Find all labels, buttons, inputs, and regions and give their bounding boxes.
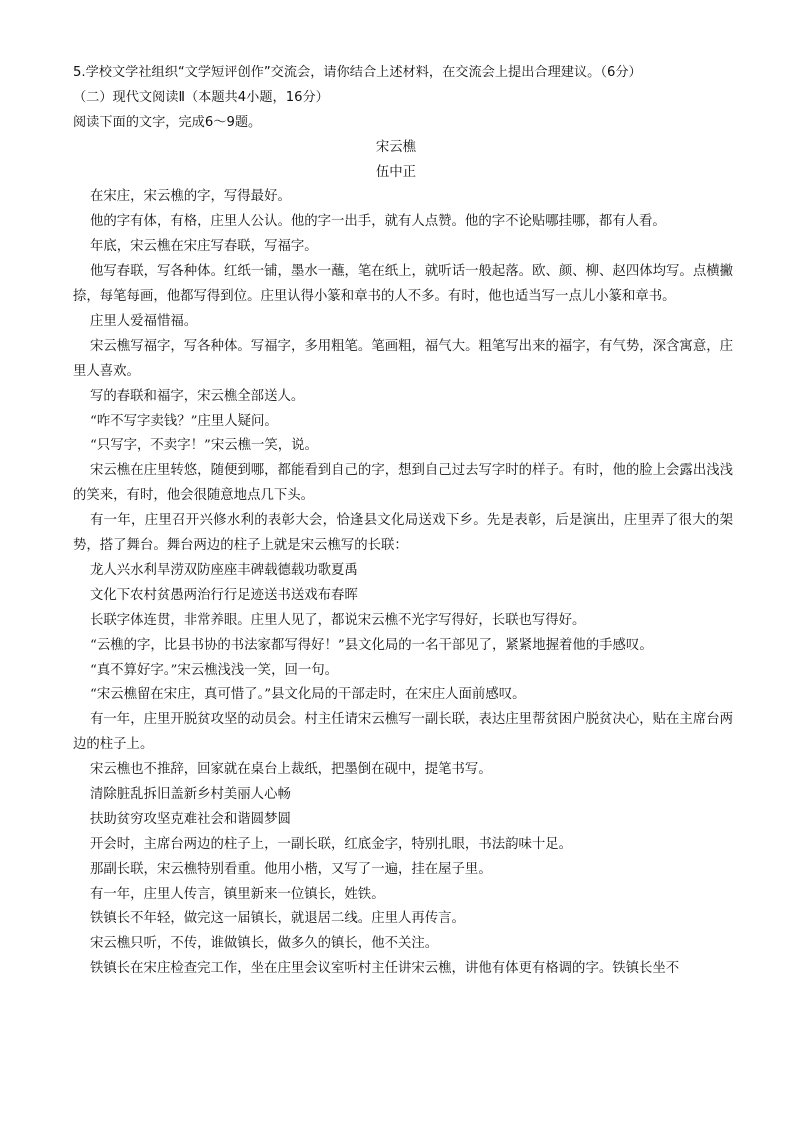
paragraph: 长联字体连贯，非常养眼。庄里人见了，都说宋云樵不光字写得好，长联也写得好。	[90, 612, 586, 628]
paragraph: “宋云樵留在宋庄，真可惜了。”县文化局的干部走时，在宋庄人面前感叹。	[90, 687, 526, 703]
section-title: （二）现代文阅读Ⅱ（本题共4小题，16分）	[73, 89, 329, 105]
couplet-line: 文化下农村贫愚两治行行足迹送书送戏布春晖	[90, 587, 358, 603]
article-author: 伍中正	[375, 164, 417, 180]
article-body	[73, 185, 733, 982]
paragraph: 有一年，庄里召开兴修水利的表彰大会，恰逢县文化局送戏下乡。先是表彰，后是演出，庄里弄了很大的架势，搭了舞台。舞台两边的柱子上就是宋云樵写的长联：	[73, 513, 733, 554]
paragraph: 宋云樵也不推辞，回家就在桌台上裁纸，把墨倒在砚中，提笔书写。	[90, 762, 492, 778]
paragraph: 宋云樵写福字，写各种体。写福字，多用粗笔。笔画粗，福气大。粗笔写出来的福字，有气势，深含寓意，庄里人喜欢。	[73, 338, 733, 379]
paragraph: 那副长联，宋云樵特别看重。他用小楷，又写了一遍，挂在屋子里。	[90, 861, 492, 877]
paragraph: 铁镇长不年轻，做完这一届镇长，就退居二线。庄里人再传言。	[90, 911, 465, 927]
document-page	[73, 61, 733, 982]
paragraph: 宋云樵在庄里转悠，随便到哪，都能看到自己的字，想到自己过去写字时的样子。有时，他的脸上会露出浅浅的笑来，有时，他会很随意地点几下头。	[73, 463, 733, 504]
paragraph: 他的字有体，有格，庄里人公认。他的字一出手，就有人点赞。他的字不论贴哪挂哪，都有人看。	[90, 214, 666, 230]
paragraph: 铁镇长在宋庄检查完工作，坐在庄里会议室听村主任讲宋云樵，讲他有体更有格调的字。铁镇长坐不	[90, 961, 680, 977]
paragraph: 有一年，庄里人传言，镇里新来一位镇长，姓铁。	[90, 886, 385, 902]
paragraph: 写的春联和福字，宋云樵全部送人。	[90, 388, 305, 404]
couplet-line: 清除脏乱拆旧盖新乡村美丽人心畅	[90, 786, 291, 802]
article-title: 宋云樵	[375, 139, 417, 155]
paragraph: 宋云樵只听，不传，谁做镇长，做多久的镇长，他不关注。	[90, 936, 439, 952]
paragraph: 在宋庄，宋云樵的字，写得最好。	[90, 189, 291, 205]
paragraph: “真不算好字。”宋云樵浅浅一笑，回一句。	[90, 662, 339, 678]
paragraph: 有一年，庄里开脱贫攻坚的动员会。村主任请宋云樵写一副长联，表达庄里帮贫困户脱贫决心，贴在主席台两边的柱子上。	[73, 712, 733, 753]
couplet-line: 扶助贫穷攻坚克难社会和谐圆梦圆	[90, 811, 291, 827]
paragraph: “只写字，不卖字！”宋云樵一笑，说。	[90, 438, 318, 454]
couplet-line: 龙人兴水利旱涝双防座座丰碑载德载功歌夏禹	[90, 562, 358, 578]
question-5: 5.学校文学社组织“文学短评创作”交流会，请你结合上述材料，在交流会上提出合理建议。（6分）	[73, 65, 642, 80]
paragraph: 庄里人爱福惜福。	[90, 313, 198, 329]
paragraph: “云樵的字，比县书协的书法家都写得好！”县文化局的一名干部见了，紧紧地握着他的手感叹。	[90, 637, 653, 653]
paragraph: 他写春联，写各种体。红纸一铺，墨水一蘸，笔在纸上，就听话一般起落。欧、颜、柳、赵四体均写。点横撇捺，每笔每画，他都写得到位。庄里认得小篆和章书的人不多。有时，他也适当写一点儿小篆和章书。	[73, 264, 733, 305]
paragraph: 年底，宋云樵在宋庄写春联，写福字。	[90, 239, 318, 255]
reading-instruction: 阅读下面的文字，完成6～9题。	[73, 114, 262, 130]
paragraph: “咋不写字卖钱？”庄里人疑问。	[90, 413, 278, 429]
paragraph: 开会时，主席台两边的柱子上，一副长联，红底金字，特别扎眼，书法韵味十足。	[90, 836, 573, 852]
